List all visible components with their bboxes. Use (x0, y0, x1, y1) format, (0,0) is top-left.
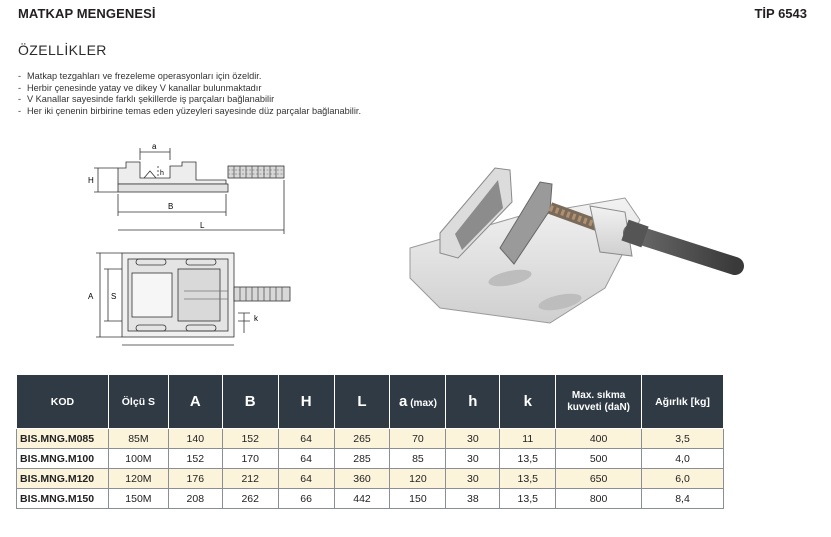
col-header-a (390, 375, 446, 429)
cell-L: 360 (334, 469, 390, 489)
cell-L: 285 (334, 449, 390, 469)
dim-label-k: k (254, 314, 258, 323)
dim-label-S: S (111, 292, 117, 301)
col-header-force: Max. sıkma kuvveti (daN) (556, 375, 642, 429)
feature-item: - Matkap tezgahları ve frezeleme operasyonları için özeldir. (18, 71, 361, 83)
cell-k: 13,5 (500, 449, 556, 469)
feature-item: - V Kanallar sayesinde farklı şekillerde iş parçaları bağlanabilir (18, 94, 361, 106)
cell-k: 11 (500, 429, 556, 449)
cell-olcu: 85M (108, 429, 168, 449)
col-header-olcu: Ölçü S (108, 375, 168, 429)
cell-olcu: 150M (108, 489, 168, 509)
col-header-a-letter: a (398, 393, 408, 410)
cell-weight: 3,5 (642, 429, 724, 449)
cell-h: 30 (446, 469, 500, 489)
cell-weight: 4,0 (642, 449, 724, 469)
cell-force: 650 (556, 469, 642, 489)
cell-A: 152 (168, 449, 222, 469)
dim-label-a: a (152, 142, 157, 151)
cell-k: 13,5 (500, 489, 556, 509)
cell-kod: BIS.MNG.M120 (17, 469, 109, 489)
cell-kod: BIS.MNG.M085 (17, 429, 109, 449)
cell-weight: 6,0 (642, 469, 724, 489)
cell-L: 442 (334, 489, 390, 509)
spec-table (16, 374, 724, 509)
cell-h: 30 (446, 429, 500, 449)
drill-vise-image (400, 138, 750, 333)
cell-olcu: 120M (108, 469, 168, 489)
cell-B: 152 (222, 429, 278, 449)
col-header-weight: Ağırlık [kg] (642, 375, 724, 429)
cell-A: 208 (168, 489, 222, 509)
cell-H: 64 (278, 449, 334, 469)
cell-h: 38 (446, 489, 500, 509)
cell-H: 64 (278, 469, 334, 489)
col-header-k: k (500, 375, 556, 429)
cell-kod: BIS.MNG.M100 (17, 449, 109, 469)
cell-h: 30 (446, 449, 500, 469)
col-header-A: A (168, 375, 222, 429)
cell-force: 800 (556, 489, 642, 509)
section-title: ÖZELLİKLER (18, 42, 107, 58)
cell-B: 170 (222, 449, 278, 469)
cell-A: 176 (168, 469, 222, 489)
table-row (17, 469, 724, 489)
cell-weight: 8,4 (642, 489, 724, 509)
cell-H: 64 (278, 429, 334, 449)
cell-k: 13,5 (500, 469, 556, 489)
features-list (18, 71, 361, 117)
cell-olcu: 100M (108, 449, 168, 469)
cell-a: 120 (390, 469, 446, 489)
cell-a: 85 (390, 449, 446, 469)
col-header-H: H (278, 375, 334, 429)
feature-item: - Herbir çenesinde yatay ve dikey V kanallar bulunmaktadır (18, 83, 361, 95)
type-code: TİP 6543 (754, 6, 807, 21)
cell-L: 265 (334, 429, 390, 449)
feature-item: - Her iki çenenin birbirine temas eden yüzeyleri sayesinde düz parçalar bağlanabilir. (18, 106, 361, 118)
plan-view-drawing (78, 243, 298, 348)
cell-kod: BIS.MNG.M150 (17, 489, 109, 509)
col-header-L: L (334, 375, 390, 429)
table-row (17, 429, 724, 449)
dim-label-A: A (88, 292, 94, 301)
table-header-row (17, 375, 724, 429)
dim-label-H: H (88, 176, 94, 185)
cell-B: 212 (222, 469, 278, 489)
cell-force: 400 (556, 429, 642, 449)
table-row (17, 489, 724, 509)
dim-label-B: B (168, 202, 174, 211)
dim-label-h: h (160, 170, 164, 177)
cell-a: 150 (390, 489, 446, 509)
dim-label-L: L (200, 221, 205, 230)
cell-a: 70 (390, 429, 446, 449)
col-header-kod: KOD (17, 375, 109, 429)
col-header-B: B (222, 375, 278, 429)
col-header-h: h (446, 375, 500, 429)
col-header-a-unit: (max) (410, 398, 437, 409)
table-row (17, 449, 724, 469)
side-view-drawing (78, 138, 298, 238)
page-title: MATKAP MENGENESİ (18, 6, 156, 21)
cell-B: 262 (222, 489, 278, 509)
cell-A: 140 (168, 429, 222, 449)
cell-force: 500 (556, 449, 642, 469)
cell-H: 66 (278, 489, 334, 509)
